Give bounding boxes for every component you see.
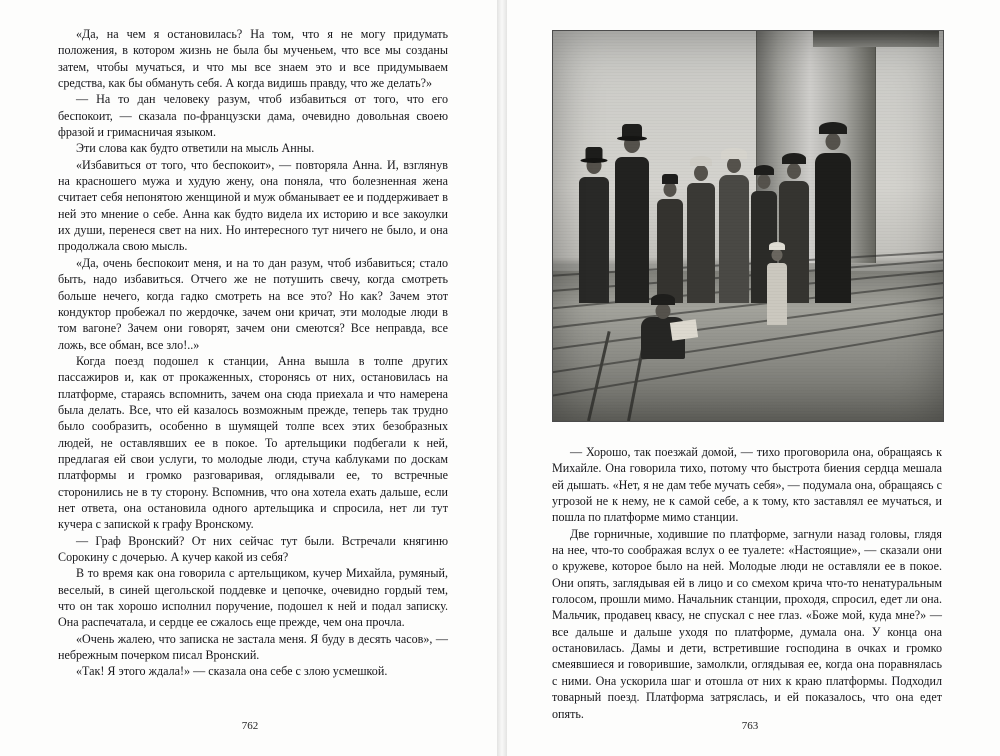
illustration-column-cap <box>813 31 939 47</box>
paragraph: Когда поезд подошел к станции, Анна вышла в толпе других пассажиров и, как от прокаженных, сторонясь от них, остановилась на платформе, стараясь вспомнить, зачем она сюда приехала и что намерена была делать. Все, что ей казалось возможным прежде, теперь так трудно было сообразить, особенно в шумящей толпе всех этих безобразных людей, не оставлявших ее в покое. То артельщики подбегали к ней, предлагая ей свои услуги, то молодые люди, стуча каблуками по доскам платформы и громко разговаривая, оглядывали ее, то встречные сторонились не в ту сторону. Вспомнив, что она хотела ехать дальше, если нет ответа, она остановила одного артельщика и спросила, нет ли тут кучера с запиской к графу Вронскому. <box>58 353 448 532</box>
paragraph: «Так! Я этого ждала!» — сказала она себе с злою усмешкой. <box>76 664 388 679</box>
illustration-figure <box>719 175 749 303</box>
paragraph: «Избавиться от того, что беспокоит», — повторяла Анна. И, взглянув на красношего мужа и худую жену, она поняла, что болезненная жена считает себя непонятою женщиной и муж обманывает ее и поддерживает в ней это мнение о себе. Анна как будто видела их историю и все закоулки их души, перенеся свет на них. Но интересного тут ничего не было, и она продолжала свою мысль. <box>58 157 448 254</box>
illustration-figure <box>687 183 715 303</box>
paragraph: «Да, на чем я остановилась? На том, что я не могу придумать положения, в котором жизнь не была бы мученьем, что все мы созданы затем, чтобы мучаться, и что мы все знаем это и все придумываем средства, как бы обмануть себя. А когда видишь правду, что же делать?» <box>58 27 448 91</box>
illustration-figure <box>815 153 851 303</box>
paragraph: — На то дан человеку разум, чтоб избавиться от того, что его беспокоит, — сказала по-французски дама, очевидно довольная своею фразой и гримасничая языком. <box>58 92 448 140</box>
paragraph: — Хорошо, так поезжай домой, — тихо проговорила она, обращаясь к Михайле. Она говорила тихо, потому что быстрота биения сердца мешала ей дышать. «Нет, я не дам тебе мучать себя», — подумала она, обращаясь с угрозой не к нему, не к самой себе, а к тому, кто заставлял ее мучаться, и пошла по платформе мимо станции. <box>552 445 942 525</box>
paragraph: «Очень жалею, что записка не застала меня. Я буду в десять часов», — небрежным почерком писал Вронский. <box>58 631 448 663</box>
illustration-figure <box>579 177 609 303</box>
paragraph: Эти слова как будто ответили на мысль Анны. <box>76 141 315 156</box>
right-page <box>500 0 1000 756</box>
paragraph: В то время как она говорила с артельщиком, кучер Михайла, румяный, веселый, в синей щегольской поддевке и цепочке, очевидно гордый тем, что он так хорошо исполнил поручение, подошел к ней и подал записку. Она распечатала, и сердце ее сжалось еще прежде, чем она прочла. <box>58 566 448 630</box>
left-page-text <box>58 26 448 680</box>
page-number-left: 762 <box>241 720 259 732</box>
right-page-text <box>552 444 942 722</box>
illustration-figure <box>615 157 649 303</box>
illustration-seated-figure <box>641 303 685 359</box>
page-number-right: 763 <box>741 720 759 732</box>
paragraph: — Граф Вронский? От них сейчас тут были. Встречали княгиню Сорокину с дочерью. А кучер какой из себя? <box>58 533 448 564</box>
illustration-child-figure <box>767 263 787 325</box>
illustration-figure <box>657 199 683 303</box>
paragraph: «Да, очень беспокоит меня, и на то дан разум, чтоб избавиться; стало быть, надо избавиться. Отчего же не потушить свечу, когда смотреть больше нечего, когда гадко смотреть на все это? Но как? Зачем этот кондуктор пробежал по жердочке, зачем они кричат, эти молодые люди в том вагоне? Зачем они говорят, зачем они смеются? Все неправда, все ложь, все обман, все зло!..» <box>58 255 448 352</box>
illustration-rail <box>587 331 611 421</box>
paragraph: Две горничные, ходившие по платформе, загнули назад головы, глядя на нее, что-то соображая вслух о ее туалете: «Настоящие», — сказали они о кружеве, которое было на ней. Молодые люди не оставляли ее в покое. Они опять, заглядывая ей в лицо и со смехом крича что-то ненатуральным голосом, прошли мимо. Начальник станции, проходя, спросил, едет ли она. Мальчик, продавец квасу, не спускал с нее глаз. «Боже мой, куда мне?» — все дальше и дальше уходя по платформе, думала она. У конца она остановилась. Дамы и дети, встретившие господина в очках и громко смеявшиеся и говорившие, замолкли, оглядывая ее, когда она поравнялась с ними. Она ускорила шаг и отошла от них к краю платформы. Подходил товарный поезд. Платформа затряслась, и ей показалось, что она едет опять. <box>552 526 942 721</box>
station-platform-crowd-illustration <box>552 30 944 422</box>
